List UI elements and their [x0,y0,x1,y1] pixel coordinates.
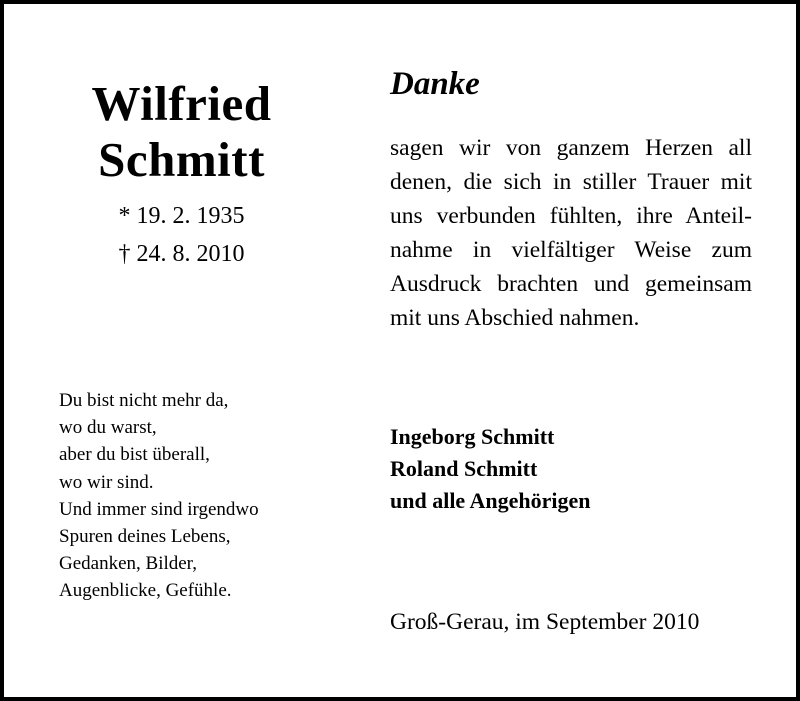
death-date: † 24. 8. 2010 [118,241,245,267]
place-and-date: Groß-Gerau, im September 2010 [390,609,700,635]
signer-line: und alle Angehörigen [390,488,591,513]
thanks-line: nahme in vielfältiger Weise zum [390,237,752,263]
deceased-first-name: Wilfried [91,76,272,131]
birth-date: * 19. 2. 1935 [118,203,245,229]
thanks-line: denen, die sich in stiller Trauer mit [390,169,752,195]
thanks-line: Ausdruck brachten und gemeinsam [390,271,752,297]
poem-line: Gedanken, Bilder, [59,553,198,575]
thanks-line: mit uns Abschied nahmen. [390,305,640,331]
thanks-heading: Danke [390,66,480,102]
signers [390,421,590,517]
thanks-line: uns verbunden fühlten, ihre Anteil- [390,203,752,229]
poem-line: aber du bist überall, [59,444,210,466]
signer-line: Ingeborg Schmitt [390,424,555,449]
poem-line: wo wir sind. [59,471,154,493]
signer-line: Roland Schmitt [390,456,538,481]
thanks-line: sagen wir von ganzem Herzen all [390,135,752,161]
thanks-text [390,131,752,335]
poem-line: Augenblicke, Gefühle. [59,580,232,602]
poem-line: Und immer sind irgendwo [59,498,259,520]
poem-line: Du bist nicht mehr da, [59,390,229,411]
poem-line: wo du warst, [59,417,157,439]
poem-line: Spuren deines Lebens, [59,526,231,548]
poem [59,387,329,605]
deceased-last-name: Schmitt [98,132,265,187]
